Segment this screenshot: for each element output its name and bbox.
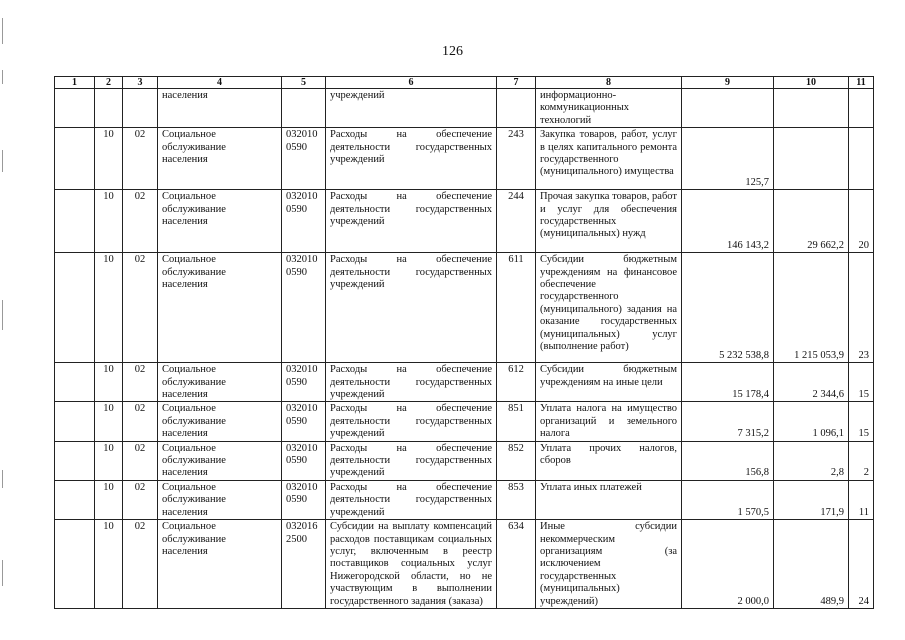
- cell-amount-plan: 5 232 538,8: [682, 253, 774, 363]
- cell-col1: [55, 128, 95, 190]
- cell-amount-actual: 171,9: [774, 480, 849, 519]
- column-header-7: 7: [497, 77, 536, 89]
- cell-percent: 15: [849, 402, 874, 441]
- cell-amount-plan: 15 178,4: [682, 363, 774, 402]
- column-header-8: 8: [536, 77, 682, 89]
- cell-expense-type: 611: [497, 253, 536, 363]
- cell-section-name: Социальное обслуживание населения: [158, 402, 282, 441]
- cell-expense-name: Закупка товаров, работ, услуг в целях капитального ремонта государственного (муниципального) имущества: [536, 128, 682, 190]
- column-header-11: 11: [849, 77, 874, 89]
- cell-amount-actual: 2 344,6: [774, 363, 849, 402]
- cell-col1: [55, 480, 95, 519]
- cell-section-name: Социальное обслуживание населения: [158, 480, 282, 519]
- cell-expense-name: Уплата налога на имущество организаций и земельного налога: [536, 402, 682, 441]
- cell-percent: 15: [849, 363, 874, 402]
- cell-section-name: Социальное обслуживание населения: [158, 520, 282, 609]
- cell-subsection: 02: [123, 253, 158, 363]
- cell-section: 10: [95, 402, 123, 441]
- cell-target-article: 032010 0590: [282, 190, 326, 253]
- cell-section: 10: [95, 441, 123, 480]
- cell-article-name: Расходы на обеспечение деятельности государственных учреждений: [326, 441, 497, 480]
- cell-amount-actual: 29 662,2: [774, 190, 849, 253]
- cell-section-name: Социальное обслуживание населения: [158, 190, 282, 253]
- cell-section: 10: [95, 128, 123, 190]
- cell-target-article: 032010 0590: [282, 441, 326, 480]
- cell-col1: [55, 441, 95, 480]
- column-header-5: 5: [282, 77, 326, 89]
- cell-expense-name: Прочая закупка товаров, работ и услуг для обеспечения государственных (муниципальных) нужд: [536, 190, 682, 253]
- cell-col1: [55, 89, 95, 128]
- cell-article-name: учреждений: [326, 89, 497, 128]
- cell-section: 10: [95, 363, 123, 402]
- cell-article-name: Субсидии на выплату компенсаций расходов поставщикам социальных услуг, включенным в реестр поставщиков социальных услуг Нижегородской области, но не участвующим в выполнении государственного задания (заказа): [326, 520, 497, 609]
- cell-section: 10: [95, 190, 123, 253]
- cell-section-name: Социальное обслуживание населения: [158, 441, 282, 480]
- cell-subsection: [123, 89, 158, 128]
- budget-table: [54, 76, 874, 609]
- cell-subsection: 02: [123, 520, 158, 609]
- cell-expense-name: Уплата иных платежей: [536, 480, 682, 519]
- cell-amount-actual: 1 215 053,9: [774, 253, 849, 363]
- scan-edge-marks: [2, 0, 4, 640]
- cell-section: 10: [95, 253, 123, 363]
- cell-amount-plan: 156,8: [682, 441, 774, 480]
- cell-article-name: Расходы на обеспечение деятельности государственных учреждений: [326, 190, 497, 253]
- cell-amount-actual: [774, 128, 849, 190]
- cell-expense-name: Уплата прочих налогов, сборов: [536, 441, 682, 480]
- cell-amount-actual: 1 096,1: [774, 402, 849, 441]
- cell-expense-name: Иные субсидии некоммерческим организациям (за исключением государственных (муниципальных) учреждений): [536, 520, 682, 609]
- cell-target-article: 032010 0590: [282, 402, 326, 441]
- cell-target-article: 032016 2500: [282, 520, 326, 609]
- cell-amount-plan: 2 000,0: [682, 520, 774, 609]
- cell-percent: [849, 89, 874, 128]
- cell-article-name: Расходы на обеспечение деятельности государственных учреждений: [326, 363, 497, 402]
- cell-expense-name: Субсидии бюджетным учреждениям на иные цели: [536, 363, 682, 402]
- column-header-6: 6: [326, 77, 497, 89]
- cell-article-name: Расходы на обеспечение деятельности государственных учреждений: [326, 253, 497, 363]
- table-row: [55, 89, 874, 128]
- cell-expense-type: [497, 89, 536, 128]
- cell-amount-plan: 1 570,5: [682, 480, 774, 519]
- cell-amount-actual: [774, 89, 849, 128]
- cell-section: [95, 89, 123, 128]
- cell-percent: 20: [849, 190, 874, 253]
- cell-expense-type: 612: [497, 363, 536, 402]
- cell-target-article: 032010 0590: [282, 480, 326, 519]
- cell-section: 10: [95, 520, 123, 609]
- table-row: [55, 520, 874, 609]
- table-row: [55, 363, 874, 402]
- table-row: [55, 128, 874, 190]
- column-header-2: 2: [95, 77, 123, 89]
- column-header-1: 1: [55, 77, 95, 89]
- cell-col1: [55, 363, 95, 402]
- cell-subsection: 02: [123, 363, 158, 402]
- cell-percent: 11: [849, 480, 874, 519]
- cell-section: 10: [95, 480, 123, 519]
- cell-expense-name: информационно- коммуникационных технологий: [536, 89, 682, 128]
- table-row: [55, 480, 874, 519]
- cell-section-name: Социальное обслуживание населения: [158, 253, 282, 363]
- cell-subsection: 02: [123, 441, 158, 480]
- cell-percent: 24: [849, 520, 874, 609]
- cell-target-article: 032010 0590: [282, 128, 326, 190]
- cell-expense-type: 634: [497, 520, 536, 609]
- cell-section-name: Социальное обслуживание населения: [158, 128, 282, 190]
- cell-subsection: 02: [123, 480, 158, 519]
- table-row: [55, 402, 874, 441]
- cell-col1: [55, 253, 95, 363]
- cell-expense-name: Субсидии бюджетным учреждениям на финансовое обеспечение государственного (муниципального) задания на оказание государственных (муниципальных) услуг (выполнение работ): [536, 253, 682, 363]
- table-row: [55, 441, 874, 480]
- page-number: 126: [442, 44, 463, 59]
- cell-amount-actual: 489,9: [774, 520, 849, 609]
- table-body: [55, 89, 874, 609]
- cell-expense-type: 244: [497, 190, 536, 253]
- cell-section-name: Социальное обслуживание населения: [158, 363, 282, 402]
- table-header: [55, 77, 874, 89]
- cell-amount-plan: [682, 89, 774, 128]
- cell-col1: [55, 402, 95, 441]
- cell-col1: [55, 190, 95, 253]
- cell-expense-type: 852: [497, 441, 536, 480]
- cell-article-name: Расходы на обеспечение деятельности государственных учреждений: [326, 128, 497, 190]
- cell-amount-plan: 146 143,2: [682, 190, 774, 253]
- cell-expense-type: 853: [497, 480, 536, 519]
- cell-percent: 23: [849, 253, 874, 363]
- table-row: [55, 253, 874, 363]
- cell-amount-actual: 2,8: [774, 441, 849, 480]
- cell-subsection: 02: [123, 128, 158, 190]
- cell-target-article: 032010 0590: [282, 253, 326, 363]
- column-header-4: 4: [158, 77, 282, 89]
- cell-article-name: Расходы на обеспечение деятельности государственных учреждений: [326, 402, 497, 441]
- cell-article-name: Расходы на обеспечение деятельности государственных учреждений: [326, 480, 497, 519]
- cell-percent: 2: [849, 441, 874, 480]
- cell-target-article: 032010 0590: [282, 363, 326, 402]
- cell-target-article: [282, 89, 326, 128]
- column-header-9: 9: [682, 77, 774, 89]
- cell-subsection: 02: [123, 402, 158, 441]
- cell-amount-plan: 125,7: [682, 128, 774, 190]
- column-header-10: 10: [774, 77, 849, 89]
- cell-amount-plan: 7 315,2: [682, 402, 774, 441]
- cell-subsection: 02: [123, 190, 158, 253]
- cell-col1: [55, 520, 95, 609]
- cell-section-name: населения: [158, 89, 282, 128]
- column-header-3: 3: [123, 77, 158, 89]
- cell-expense-type: 243: [497, 128, 536, 190]
- cell-expense-type: 851: [497, 402, 536, 441]
- table-row: [55, 190, 874, 253]
- cell-percent: [849, 128, 874, 190]
